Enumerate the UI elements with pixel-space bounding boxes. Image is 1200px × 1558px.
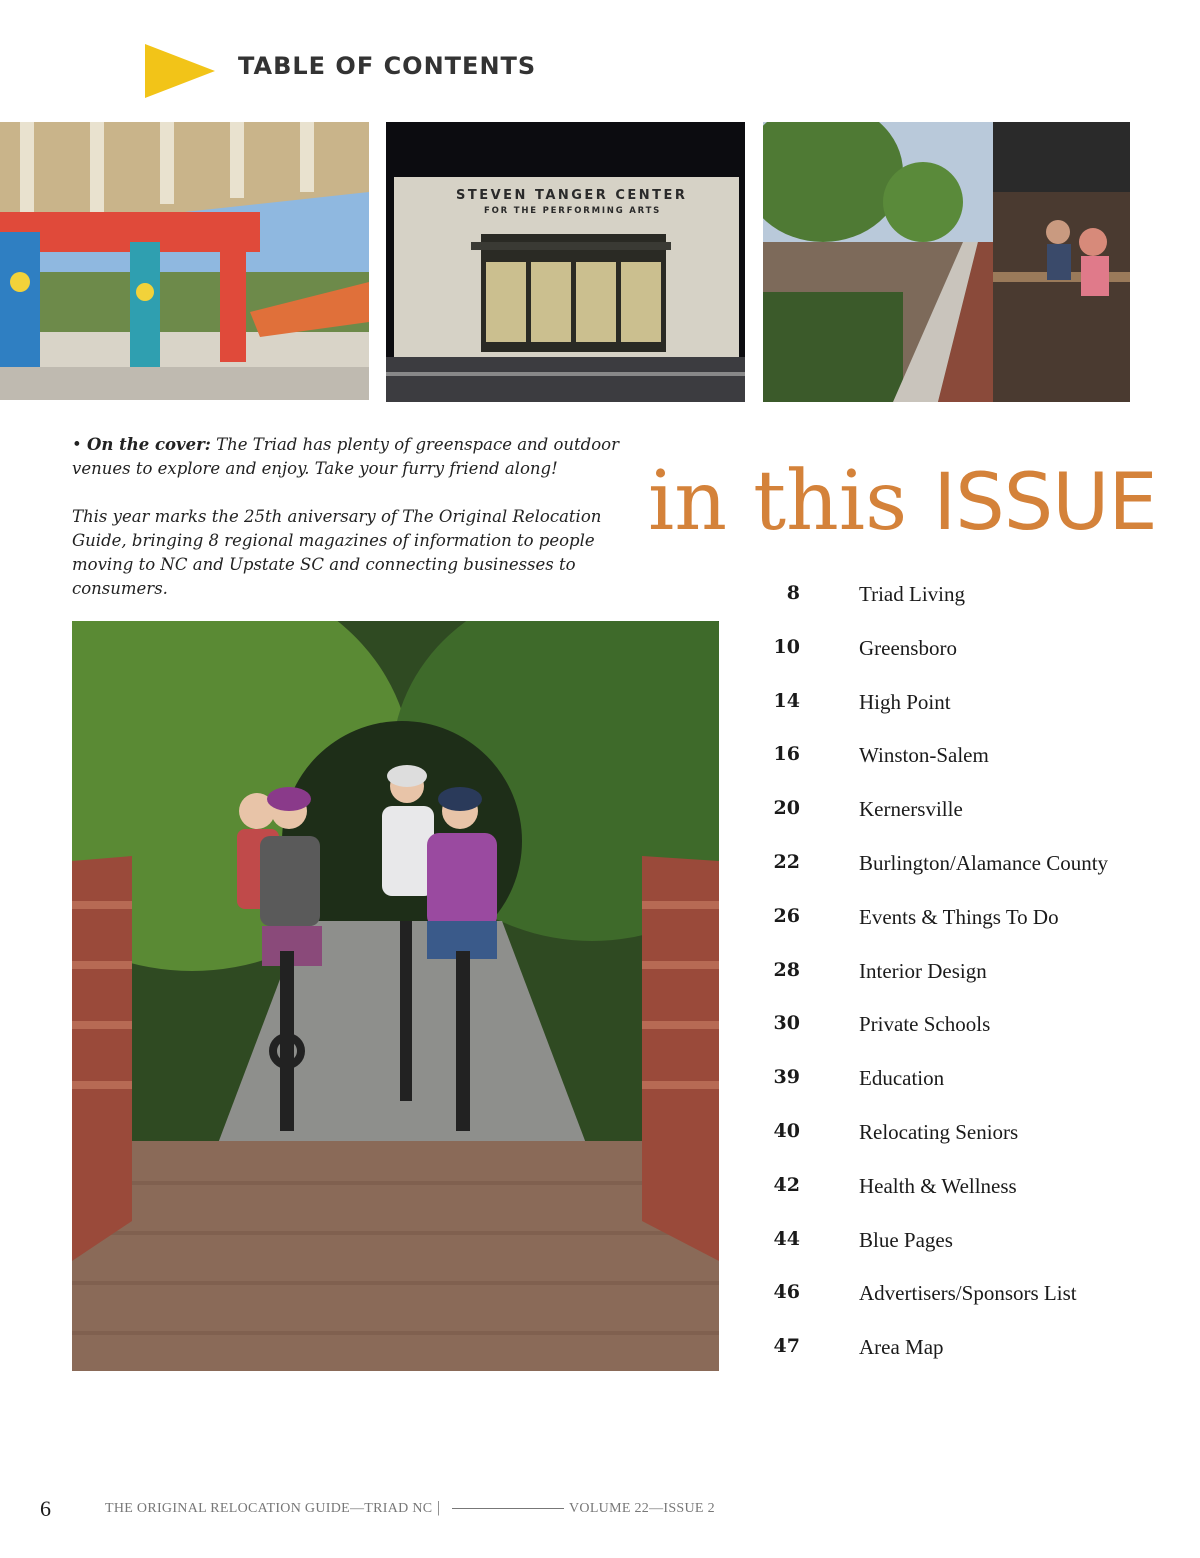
toc-page-number: 14 [773, 689, 800, 712]
cover-note-lead: On the cover: [86, 435, 211, 454]
footer-guide-name: THE ORIGINAL RELOCATION GUIDE—TRIAD NC [105, 1501, 433, 1516]
toc-entry[interactable] [760, 791, 1180, 845]
toc-page-number: 22 [773, 850, 800, 873]
toc-page-number: 44 [773, 1227, 800, 1250]
toc-title: Relocating Seniors [859, 1119, 1019, 1144]
footer-volume: VOLUME 22—ISSUE 2 [569, 1501, 715, 1516]
toc-page-number: 16 [773, 743, 800, 766]
issue-heading-part2: ISSUE [933, 458, 1157, 548]
cover-note-paragraph [72, 433, 632, 481]
toc-page-number: 8 [786, 582, 800, 604]
anniversary-note: This year marks the 25th aniversary of The Original Relocation Guide, bringing 8 regional magazines of information to people moving to NC and Upstate SC and connecting businesses to consumers. [72, 507, 602, 598]
toc-page-number: 20 [773, 797, 800, 820]
issue-heading [648, 452, 1157, 553]
toc-title: Burlington/Alamance County [859, 850, 1109, 875]
cover-note-text: The Triad has plenty of greenspace and outdoor venues to explore and enjoy. Take your furry friend along! [72, 435, 619, 478]
toc-title: Kernersville [859, 797, 963, 822]
toc-page-number: 47 [773, 1335, 800, 1358]
toc-title: High Point [859, 689, 951, 714]
toc-title: Advertisers/Sponsors List [859, 1281, 1077, 1306]
toc-entry[interactable] [760, 1006, 1180, 1060]
toc-entry[interactable] [760, 899, 1180, 953]
cover-note [72, 433, 632, 625]
toc-page-number: 30 [773, 1012, 800, 1035]
footer-separator: | [437, 1499, 441, 1516]
toc-entry[interactable] [760, 953, 1180, 1007]
toc-title: Events & Things To Do [859, 904, 1059, 929]
footer-rule [452, 1508, 564, 1509]
toc-page-number: 46 [773, 1281, 800, 1304]
toc-entry[interactable] [760, 845, 1180, 899]
toc-title: Triad Living [859, 582, 965, 606]
toc-entry[interactable] [760, 1275, 1180, 1329]
bullet: • [72, 435, 82, 454]
cyclists-on-bridge-photo [72, 621, 719, 1371]
toc-entry[interactable] [760, 630, 1180, 684]
toc-title: Private Schools [859, 1012, 991, 1037]
triangle-arrow-icon [145, 44, 215, 98]
toc-title: Greensboro [859, 635, 957, 660]
toc-title: Blue Pages [859, 1227, 953, 1252]
sign-line2: FOR THE PERFORMING ARTS [484, 206, 662, 216]
toc-title: Education [859, 1066, 945, 1091]
toc-page-number: 39 [773, 1066, 800, 1089]
issue-heading-part1: in this [648, 454, 908, 549]
sign-line1: STEVEN TANGER CENTER [456, 188, 688, 203]
toc-title: Health & Wellness [859, 1173, 1017, 1198]
toc-entry[interactable] [760, 737, 1180, 791]
toc-title: Area Map [859, 1335, 944, 1360]
street-dining-photo [763, 122, 1130, 402]
toc-title: Winston-Salem [859, 743, 989, 768]
performing-arts-center-photo [386, 122, 745, 402]
toc-entry[interactable] [760, 1168, 1180, 1222]
toc-entry[interactable] [760, 1222, 1180, 1276]
table-of-contents [760, 576, 1180, 1383]
toc-page-number: 40 [773, 1119, 800, 1142]
page-number: 6 [40, 1496, 51, 1521]
toc-entry[interactable] [760, 684, 1180, 738]
toc-page-number: 26 [773, 904, 800, 927]
toc-entry[interactable] [760, 1114, 1180, 1168]
toc-page-number: 10 [773, 635, 800, 658]
mural-underpass-photo [0, 122, 369, 400]
toc-page-number: 42 [773, 1173, 800, 1196]
toc-entry[interactable] [760, 1329, 1180, 1383]
section-title: TABLE OF CONTENTS [238, 52, 537, 80]
toc-page-number: 28 [773, 958, 800, 981]
toc-entry[interactable] [760, 1060, 1180, 1114]
toc-title: Interior Design [859, 958, 987, 983]
toc-entry[interactable] [760, 576, 1180, 630]
